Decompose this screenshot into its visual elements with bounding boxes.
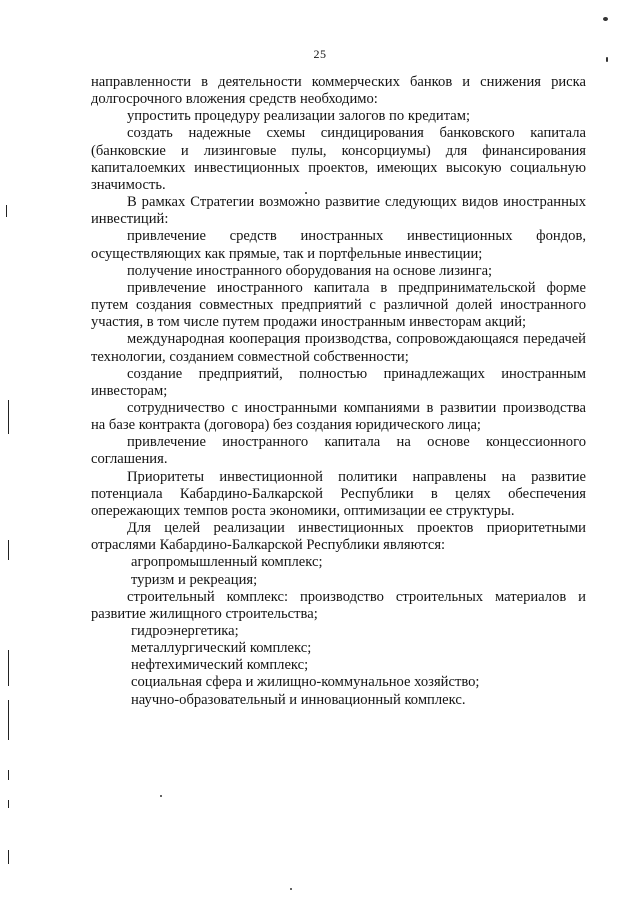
scan-edge-mark <box>8 540 9 560</box>
paragraph-6: получение иностранного оборудования на основе лизинга; <box>127 262 493 279</box>
paragraph-1: направленности в деятельности коммерческих банков и снижения риска долгосрочного вложения средств необходимо: <box>91 74 586 108</box>
paragraph-2: упростить процедуру реализации залогов по кредитам; <box>127 108 471 125</box>
paragraph-13: Для целей реализации инвестиционных проектов приоритетными отраслями Кабардино-Балкарской Республики являются: <box>91 520 586 554</box>
list-item-social: социальная сфера и жилищно-коммунальное хозяйство; <box>131 674 480 691</box>
scan-edge-mark <box>8 800 9 808</box>
list-item-agro: агропромышленный комплекс; <box>131 554 323 571</box>
paragraph-5: привлечение средств иностранных инвестиционных фондов, осуществляющих как прямые, так и портфельные инвестиции; <box>91 228 586 262</box>
paragraph-4: В рамках Стратегии возможно развитие следующих видов иностранных инвестиций: <box>91 194 586 228</box>
scan-edge-mark <box>8 650 9 686</box>
scan-edge-mark <box>8 850 9 864</box>
list-item-petrochemical: нефтехимический комплекс; <box>131 657 309 674</box>
list-item-construction: строительный комплекс: производство строительных материалов и развитие жилищного строительства; <box>91 588 586 622</box>
list-item-metallurgy: металлургический комплекс; <box>131 640 312 657</box>
page-body <box>91 74 586 709</box>
list-item-tourism: туризм и рекреация; <box>131 571 258 588</box>
page-number: 25 <box>313 47 327 61</box>
paragraph-3: создать надежные схемы синдицирования банковского капитала (банковские и лизинговые пулы, консорциумы) для финансирования капиталоемких инвестиционных проектов, имеющих высокую социальную значимость. <box>91 125 586 193</box>
paragraph-12: Приоритеты инвестиционной политики направлены на развитие потенциала Кабардино-Балкарской Республики в целях обеспечения опережающих темпов роста экономики, оптимизации ее структуры. <box>91 468 586 519</box>
list-item-science: научно-образовательный и инновационный комплекс. <box>131 691 466 708</box>
scan-speck <box>305 192 307 194</box>
list-item-hydro: гидроэнергетика; <box>131 623 239 639</box>
scan-speck <box>606 57 608 62</box>
paragraph-10: сотрудничество с иностранными компаниями в развитии производства на базе контракта (договора) без создания юридического лица; <box>91 399 586 434</box>
paragraph-9: создание предприятий, полностью принадлежащих иностранным инвесторам; <box>91 365 586 399</box>
paragraph-7: привлечение иностранного капитала в предпринимательской форме путем создания совместных предприятий с различной долей иностранного участия, в том числе путем продажи иностранным инвесторам акций; <box>91 279 586 331</box>
paragraph-8: международная кооперация производства, сопровождающаяся передачей технологии, созданием совместной собственности; <box>91 331 586 365</box>
scan-edge-mark <box>8 700 9 740</box>
scan-speck <box>160 795 162 797</box>
paragraph-11: привлечение иностранного капитала на основе концессионного соглашения. <box>91 434 586 468</box>
scan-edge-mark <box>8 770 9 780</box>
scan-edge-mark <box>8 400 9 434</box>
scan-speck <box>290 888 292 890</box>
scan-edge-mark <box>6 205 7 217</box>
scan-speck <box>603 17 608 21</box>
